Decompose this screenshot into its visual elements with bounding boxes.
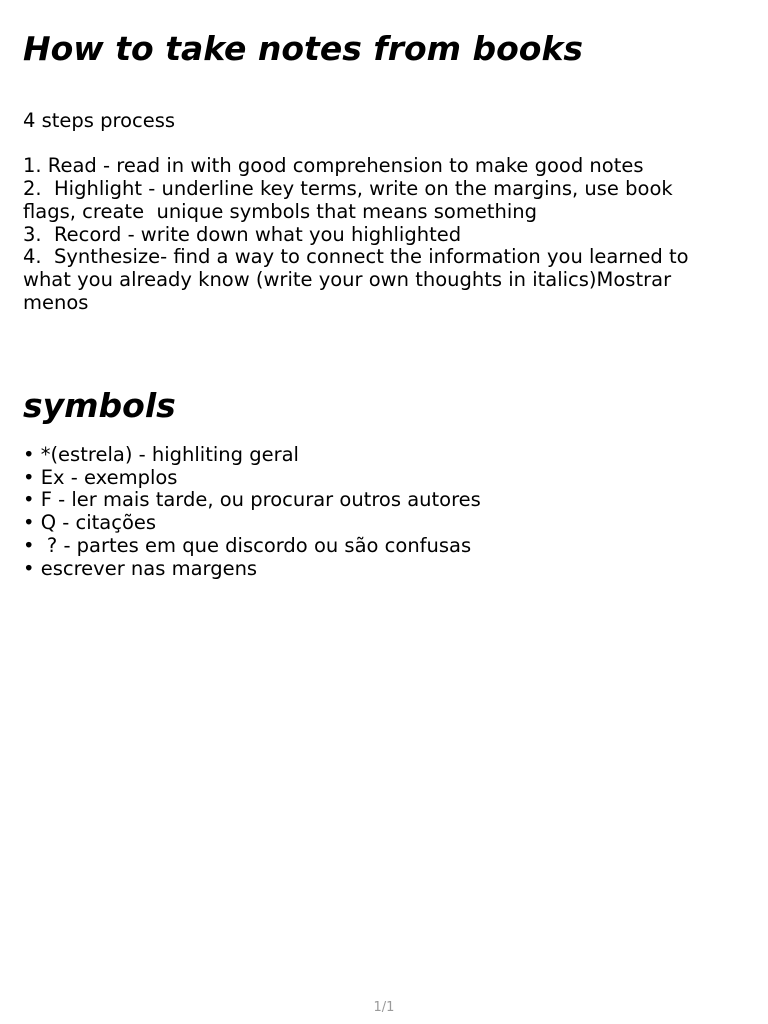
list-item: • Ex - exemplos: [23, 465, 178, 489]
spacer: [23, 133, 743, 156]
step-line: 3. Record - write down what you highlighted: [23, 222, 462, 246]
step-line: 4. Synthesize- find a way to connect the information you learned to: [23, 245, 689, 269]
list-item: • Q - citações: [23, 511, 157, 535]
page-title: How to take notes from books: [23, 29, 584, 68]
symbols-heading: symbols: [23, 386, 176, 425]
step-line: 1. Read - read in with good comprehension to make good notes: [23, 154, 644, 178]
symbols-list: [23, 444, 743, 580]
page-indicator: 1/1: [373, 1000, 395, 1015]
list-item: • escrever nas margens: [23, 556, 258, 580]
step-line: what you already know (write your own thoughts in italics)Mostrar: [23, 267, 672, 291]
step-line: menos: [23, 290, 89, 314]
list-item: • F - ler mais tarde, ou procurar outros autores: [23, 488, 481, 512]
steps-section: [23, 110, 743, 314]
list-item: • ? - partes em que discordo ou são confusas: [23, 533, 472, 557]
step-line: flags, create unique symbols that means something: [23, 199, 538, 223]
intro-text: 4 steps process: [23, 109, 176, 132]
list-item: • *(estrela) - highliting geral: [23, 443, 299, 466]
step-line: 2. Highlight - underline key terms, write on the margins, use book: [23, 177, 673, 201]
